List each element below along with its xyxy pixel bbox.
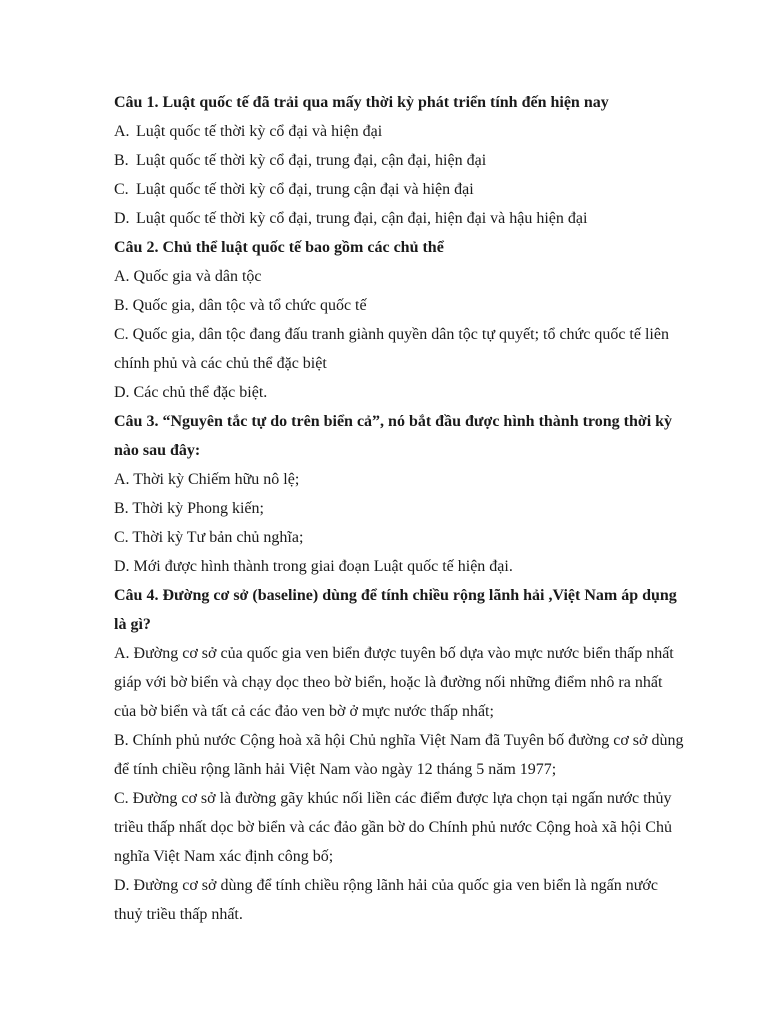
option-text: Luật quốc tế thời kỳ cổ đại, trung cận đại và hiện đại	[136, 181, 474, 198]
option-text: Luật quốc tế thời kỳ cổ đại, trung đại, cận đại, hiện đại và hậu hiện đại	[136, 210, 588, 227]
option-c: C. Quốc gia, dân tộc đang đấu tranh giành quyền dân tộc tự quyết; tổ chức quốc tế liên chính phủ và các chủ thể đặc biệt	[114, 326, 669, 372]
option-letter: D.	[114, 210, 130, 227]
question-3	[114, 407, 684, 581]
option-a: A. Đường cơ sở của quốc gia ven biển được tuyên bố dựa vào mực nước biển thấp nhất giáp với bờ biển và chạy dọc theo bờ biển, hoặc là đường nối những điểm nhô ra nhất của bờ biển và tất cả các đảo ven bờ ở mực nước thấp nhất;	[114, 645, 674, 720]
option-c: C. Thời kỳ Tư bản chủ nghĩa;	[114, 529, 304, 546]
option-d	[114, 204, 684, 233]
question-title: Câu 2. Chủ thể luật quốc tế bao gồm các chủ thể	[114, 239, 444, 256]
option-letter: C.	[114, 181, 129, 198]
question-1	[114, 88, 684, 233]
question-title: Câu 4. Đường cơ sở (baseline) dùng để tính chiều rộng lãnh hải ,Việt Nam áp dụng là gì?	[114, 587, 677, 633]
option-b: B. Chính phủ nước Cộng hoà xã hội Chủ nghĩa Việt Nam đã Tuyên bố đường cơ sở dùng để tính chiều rộng lãnh hải Việt Nam vào ngày 12 tháng 5 năm 1977;	[114, 732, 684, 778]
option-c	[114, 175, 684, 204]
option-text: Luật quốc tế thời kỳ cổ đại, trung đại, cận đại, hiện đại	[136, 152, 487, 169]
option-b	[114, 146, 684, 175]
question-title: Câu 1. Luật quốc tế đã trải qua mấy thời kỳ phát triển tính đến hiện nay	[114, 94, 609, 111]
option-c: C. Đường cơ sở là đường gãy khúc nối liền các điểm được lựa chọn tại ngấn nước thủy triều thấp nhất dọc bờ biển và các đảo gần bờ do Chính phủ nước Cộng hoà xã hội Chủ nghĩa Việt Nam xác định công bố;	[114, 790, 672, 865]
option-letter: A.	[114, 123, 130, 140]
option-d: D. Mới được hình thành trong giai đoạn Luật quốc tế hiện đại.	[114, 558, 513, 575]
option-d: D. Đường cơ sở dùng để tính chiều rộng lãnh hải của quốc gia ven biển là ngấn nước thuỷ triều thấp nhất.	[114, 877, 658, 923]
option-d: D. Các chủ thể đặc biệt.	[114, 384, 268, 401]
option-text: Luật quốc tế thời kỳ cổ đại và hiện đại	[136, 123, 383, 140]
option-a	[114, 117, 684, 146]
option-a: A. Thời kỳ Chiếm hữu nô lệ;	[114, 471, 300, 488]
option-letter: B.	[114, 152, 129, 169]
question-2	[114, 233, 684, 407]
option-a: A. Quốc gia và dân tộc	[114, 268, 262, 285]
document-page	[114, 88, 684, 929]
question-4	[114, 581, 684, 929]
question-title: Câu 3. “Nguyên tắc tự do trên biển cả”, nó bắt đầu được hình thành trong thời kỳ nào sau đây:	[114, 413, 673, 459]
option-b: B. Quốc gia, dân tộc và tổ chức quốc tế	[114, 297, 367, 314]
option-b: B. Thời kỳ Phong kiến;	[114, 500, 264, 517]
